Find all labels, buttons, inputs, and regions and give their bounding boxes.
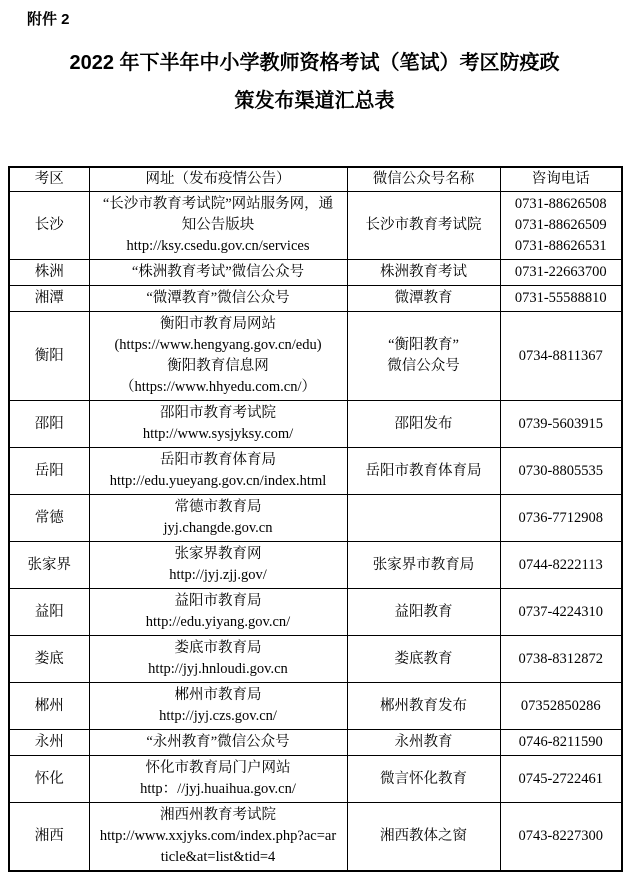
wechat-line: 湘西教体之窗 bbox=[380, 828, 467, 844]
wechat-cell bbox=[347, 495, 500, 542]
website-line: 知公告版块 bbox=[181, 217, 255, 233]
policy-channels-table bbox=[8, 166, 623, 872]
phone-cell bbox=[500, 312, 622, 401]
website-line: http://jyj.hnloudi.gov.cn bbox=[148, 661, 288, 677]
website-line: 郴州市教育局 bbox=[174, 687, 262, 703]
phone-cell bbox=[500, 286, 622, 312]
website-line: jyj.changde.gov.cn bbox=[163, 520, 273, 536]
col-header-region: 考区 bbox=[9, 167, 89, 192]
website-line: http://edu.yiyang.gov.cn/ bbox=[145, 614, 291, 630]
website-line: http：//jyj.huaihua.gov.cn/ bbox=[140, 781, 296, 797]
website-line: http://ksy.csedu.gov.cn/services bbox=[126, 238, 310, 254]
website-line: http://jyj.zjj.gov/ bbox=[169, 567, 267, 583]
website-line: http://jyj.czs.gov.cn/ bbox=[159, 708, 277, 724]
table-row bbox=[9, 495, 622, 542]
phone-line: 0739-5603915 bbox=[518, 415, 604, 432]
phone-line: 0744-8222113 bbox=[518, 556, 603, 573]
table-row bbox=[9, 542, 622, 589]
website-line: 湘西州教育考试院 bbox=[160, 807, 276, 823]
website-cell bbox=[89, 312, 347, 401]
col-header-phone: 咨询电话 bbox=[500, 167, 622, 192]
phone-cell bbox=[500, 589, 622, 636]
wechat-cell bbox=[347, 542, 500, 589]
wechat-line: 株洲教育考试 bbox=[380, 264, 467, 280]
region-cell: 岳阳 bbox=[9, 448, 89, 495]
phone-line: 0743-8227300 bbox=[518, 828, 604, 844]
table-row bbox=[9, 192, 622, 260]
table-row bbox=[9, 401, 622, 448]
table-row bbox=[9, 756, 622, 803]
table-row bbox=[9, 260, 622, 286]
table-body bbox=[9, 192, 622, 872]
region-cell: 张家界 bbox=[9, 542, 89, 589]
phone-cell bbox=[500, 730, 622, 756]
website-cell bbox=[89, 495, 347, 542]
wechat-line: 微信公众号 bbox=[387, 358, 460, 374]
website-line: （https://www.hhyedu.com.cn/） bbox=[120, 379, 316, 395]
website-line: 益阳市教育局 bbox=[174, 593, 262, 609]
phone-line: 0746-8211590 bbox=[518, 734, 603, 750]
phone-line: 0745-2722461 bbox=[518, 770, 604, 787]
wechat-cell bbox=[347, 683, 500, 730]
website-line: http://edu.yueyang.gov.cn/index.html bbox=[109, 473, 327, 489]
table-row bbox=[9, 286, 622, 312]
wechat-line: 张家界市教育局 bbox=[372, 556, 475, 573]
region-cell: 怀化 bbox=[9, 756, 89, 803]
document-page bbox=[0, 9, 629, 872]
website-cell bbox=[89, 589, 347, 636]
wechat-cell bbox=[347, 756, 500, 803]
phone-line: 0731-88626509 bbox=[514, 217, 607, 233]
title-line-2: 策发布渠道汇总表 bbox=[234, 90, 395, 112]
wechat-line: 微言怀化教育 bbox=[380, 770, 467, 787]
website-line: 娄底市教育局 bbox=[174, 640, 262, 656]
region-cell: 长沙 bbox=[9, 192, 89, 260]
website-cell bbox=[89, 756, 347, 803]
wechat-cell bbox=[347, 730, 500, 756]
website-line: 岳阳市教育体育局 bbox=[160, 452, 276, 468]
website-cell bbox=[89, 401, 347, 448]
region-cell: 郴州 bbox=[9, 683, 89, 730]
phone-line: 0734-8811367 bbox=[518, 347, 603, 364]
region-cell: 衡阳 bbox=[9, 312, 89, 401]
table-row bbox=[9, 448, 622, 495]
phone-line: 0736-7712908 bbox=[518, 509, 604, 526]
phone-cell bbox=[500, 683, 622, 730]
phone-cell bbox=[500, 260, 622, 286]
wechat-line: 郴州教育发布 bbox=[380, 697, 467, 714]
website-cell bbox=[89, 683, 347, 730]
phone-line: 0731-22663700 bbox=[514, 264, 607, 280]
region-cell: 娄底 bbox=[9, 636, 89, 683]
wechat-cell bbox=[347, 401, 500, 448]
website-cell bbox=[89, 192, 347, 260]
website-line: 张家界教育网 bbox=[174, 546, 262, 562]
phone-line: 0731-88626508 bbox=[514, 196, 607, 212]
wechat-line: “衡阳教育” bbox=[388, 337, 459, 353]
website-line: (https://www.hengyang.gov.cn/edu) bbox=[114, 337, 322, 353]
website-line: http://www.sysjyksy.com/ bbox=[142, 426, 294, 442]
phone-line: 0737-4224310 bbox=[518, 603, 604, 620]
wechat-line: 微潭教育 bbox=[394, 290, 453, 306]
wechat-cell bbox=[347, 636, 500, 683]
table-row bbox=[9, 803, 622, 872]
website-line: ticle&at=list&tid=4 bbox=[160, 849, 276, 865]
region-cell: 湘潭 bbox=[9, 286, 89, 312]
phone-line: 0738-8312872 bbox=[518, 650, 604, 667]
header-row bbox=[9, 167, 622, 192]
phone-line: 07352850286 bbox=[520, 697, 601, 714]
website-line: 怀化市教育局门户网站 bbox=[145, 760, 291, 776]
wechat-cell bbox=[347, 803, 500, 872]
website-cell bbox=[89, 803, 347, 872]
wechat-cell bbox=[347, 286, 500, 312]
website-line: http://www.xxjyks.com/index.php?ac=ar bbox=[99, 828, 337, 844]
region-cell: 株洲 bbox=[9, 260, 89, 286]
table-row bbox=[9, 312, 622, 401]
wechat-cell bbox=[347, 448, 500, 495]
website-cell bbox=[89, 448, 347, 495]
wechat-line: 岳阳市教育体育局 bbox=[365, 462, 482, 479]
website-line: 常德市教育局 bbox=[174, 499, 262, 515]
table-row bbox=[9, 589, 622, 636]
phone-line: 0731-55588810 bbox=[514, 290, 607, 306]
website-line: “长沙市教育考试院”网站服务网，通 bbox=[102, 196, 334, 212]
col-header-wechat: 微信公众号名称 bbox=[347, 167, 500, 192]
wechat-cell bbox=[347, 260, 500, 286]
phone-cell bbox=[500, 401, 622, 448]
region-cell: 邵阳 bbox=[9, 401, 89, 448]
phone-line: 0731-88626531 bbox=[514, 238, 607, 254]
region-cell: 常德 bbox=[9, 495, 89, 542]
region-cell: 永州 bbox=[9, 730, 89, 756]
phone-cell bbox=[500, 448, 622, 495]
website-cell bbox=[89, 542, 347, 589]
website-cell bbox=[89, 636, 347, 683]
website-cell bbox=[89, 260, 347, 286]
phone-cell bbox=[500, 192, 622, 260]
website-line: 衡阳教育信息网 bbox=[167, 358, 269, 374]
attachment-label: 附件 2 bbox=[27, 11, 70, 28]
website-line: 邵阳市教育考试院 bbox=[160, 405, 276, 421]
wechat-line: 邵阳发布 bbox=[394, 415, 453, 432]
wechat-line: 长沙市教育考试院 bbox=[365, 217, 482, 233]
table-header bbox=[9, 167, 622, 192]
wechat-line: 娄底教育 bbox=[394, 650, 453, 667]
phone-cell bbox=[500, 803, 622, 872]
website-line: “微潭教育”微信公众号 bbox=[146, 290, 290, 306]
table-row bbox=[9, 730, 622, 756]
phone-line: 0730-8805535 bbox=[518, 462, 604, 479]
col-header-website: 网址（发布疫情公告） bbox=[89, 167, 347, 192]
wechat-cell bbox=[347, 589, 500, 636]
phone-cell bbox=[500, 636, 622, 683]
website-line: “株洲教育考试”微信公众号 bbox=[131, 264, 305, 280]
website-cell bbox=[89, 286, 347, 312]
region-cell: 湘西 bbox=[9, 803, 89, 872]
wechat-cell bbox=[347, 312, 500, 401]
phone-cell bbox=[500, 756, 622, 803]
wechat-line: 永州教育 bbox=[394, 734, 453, 750]
table-row bbox=[9, 683, 622, 730]
table-row bbox=[9, 636, 622, 683]
website-line: 衡阳市教育局网站 bbox=[160, 316, 276, 332]
website-cell bbox=[89, 730, 347, 756]
page-title bbox=[10, 44, 619, 120]
website-line: “永州教育”微信公众号 bbox=[146, 734, 290, 750]
title-line-1: 2022 年下半年中小学教师资格考试（笔试）考区防疫政 bbox=[69, 52, 560, 74]
region-cell: 益阳 bbox=[9, 589, 89, 636]
phone-cell bbox=[500, 542, 622, 589]
phone-cell bbox=[500, 495, 622, 542]
wechat-cell bbox=[347, 192, 500, 260]
wechat-line: 益阳教育 bbox=[394, 603, 453, 620]
